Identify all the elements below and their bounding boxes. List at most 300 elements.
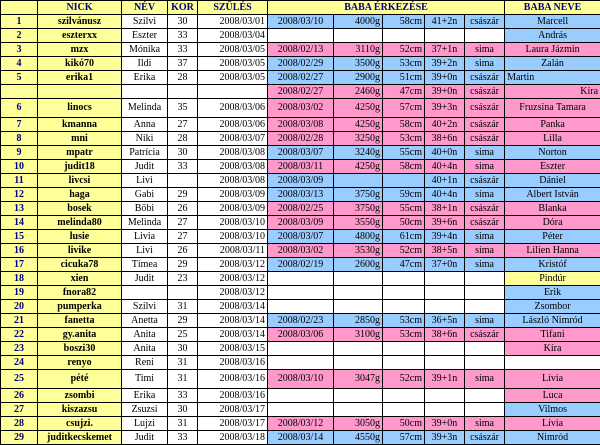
birth-date-cell: 2008/02/25 xyxy=(268,202,334,216)
table-body xyxy=(1,1,600,445)
birth-date-cell: 2008/03/07 xyxy=(268,146,334,160)
name-cell: Szilvi xyxy=(122,300,168,314)
row-number: 8 xyxy=(1,132,38,146)
name-cell: Melinda xyxy=(122,216,168,230)
birth-date-cell: 2008/03/09 xyxy=(268,216,334,230)
name-cell: Anita xyxy=(122,328,168,342)
weight-cell xyxy=(334,29,383,43)
baby-name-cell: Blanka xyxy=(505,202,600,216)
nick-cell: eszterxx xyxy=(38,29,122,43)
header-num xyxy=(1,1,38,15)
method-cell: császár xyxy=(465,328,505,342)
age-cell: 29 xyxy=(168,314,198,328)
method-cell: sima xyxy=(465,160,505,174)
weight-cell: 3750g xyxy=(334,188,383,202)
length-cell: 53cm xyxy=(383,57,425,71)
nick-cell: judit18 xyxy=(38,160,122,174)
age-cell: 37 xyxy=(168,57,198,71)
name-cell: Böbi xyxy=(122,202,168,216)
method-cell: császár xyxy=(465,202,505,216)
name-cell: Reni xyxy=(122,356,168,370)
week-cell: 38+5n xyxy=(425,244,465,258)
name-cell: Gabi xyxy=(122,188,168,202)
weight-cell xyxy=(334,174,383,188)
row-number: 14 xyxy=(1,216,38,230)
table-row xyxy=(1,403,600,417)
method-cell: sima xyxy=(465,230,505,244)
baby-name-cell: Nimród xyxy=(505,431,600,445)
baby-name-cell: László Nimród xyxy=(505,314,600,328)
due-date-cell: 2008/03/01 xyxy=(198,15,268,29)
length-cell: 59cm xyxy=(383,188,425,202)
age-cell: 23 xyxy=(168,272,198,286)
name-cell: Judit xyxy=(122,431,168,445)
week-cell xyxy=(425,272,465,286)
age-cell: 33 xyxy=(168,431,198,445)
week-cell xyxy=(425,356,465,370)
age-cell: 33 xyxy=(168,160,198,174)
due-date-cell: 2008/03/16 xyxy=(198,370,268,389)
row-number: 27 xyxy=(1,403,38,417)
due-date-cell: 2008/03/14 xyxy=(198,328,268,342)
baby-name-cell: Péter xyxy=(505,230,600,244)
nick-cell: pumperka xyxy=(38,300,122,314)
length-cell xyxy=(383,389,425,403)
name-cell: Erika xyxy=(122,71,168,85)
length-cell: 53cm xyxy=(383,314,425,328)
week-cell xyxy=(425,286,465,300)
name-cell xyxy=(122,286,168,300)
baby-name-cell: Vilmos xyxy=(505,403,600,417)
age-cell: 33 xyxy=(168,29,198,43)
nick-cell: kiszazsu xyxy=(38,403,122,417)
name-cell xyxy=(122,85,168,99)
method-cell: sima xyxy=(465,244,505,258)
baby-name-cell: Kristóf xyxy=(505,258,600,272)
method-cell xyxy=(465,342,505,356)
method-cell: sima xyxy=(465,57,505,71)
name-cell: Ildi xyxy=(122,57,168,71)
row-number: 16 xyxy=(1,244,38,258)
birth-date-cell: 2008/02/19 xyxy=(268,258,334,272)
weight-cell: 4800g xyxy=(334,230,383,244)
age-cell: 28 xyxy=(168,71,198,85)
baby-name-cell: Fruzsina Tamara xyxy=(505,99,600,118)
birth-date-cell: 2008/03/09 xyxy=(268,174,334,188)
row-number: 24 xyxy=(1,356,38,370)
row-number: 23 xyxy=(1,342,38,356)
baby-name-cell: Albert István xyxy=(505,188,600,202)
age-cell: 26 xyxy=(168,244,198,258)
row-number: 19 xyxy=(1,286,38,300)
nick-cell: gy.anita xyxy=(38,328,122,342)
age-cell: 31 xyxy=(168,370,198,389)
baby-name-cell: Dániel xyxy=(505,174,600,188)
nick-cell: fanetta xyxy=(38,314,122,328)
birth-date-cell: 2008/03/06 xyxy=(268,328,334,342)
due-date-cell: 2008/03/14 xyxy=(198,300,268,314)
nick-cell: fnora82 xyxy=(38,286,122,300)
nick-cell: erika1 xyxy=(38,71,122,85)
header-kor: KOR xyxy=(168,1,198,15)
length-cell xyxy=(383,342,425,356)
age-cell: 35 xyxy=(168,99,198,118)
table-row xyxy=(1,417,600,431)
table-row xyxy=(1,389,600,403)
row-number: 20 xyxy=(1,300,38,314)
weight-cell: 2900g xyxy=(334,71,383,85)
baby-name-cell: Eszter xyxy=(505,160,600,174)
weight-cell xyxy=(334,286,383,300)
birth-date-cell: 2008/03/02 xyxy=(268,99,334,118)
method-cell: császár xyxy=(465,431,505,445)
row-number: 1 xyxy=(1,15,38,29)
row-number: 9 xyxy=(1,146,38,160)
nick-cell xyxy=(38,85,122,99)
due-date-cell: 2008/03/08 xyxy=(198,174,268,188)
length-cell: 58cm xyxy=(383,118,425,132)
week-cell: 37+1n xyxy=(425,43,465,57)
weight-cell xyxy=(334,403,383,417)
baby-name-cell: Lívia xyxy=(505,370,600,389)
due-date-cell: 2008/03/12 xyxy=(198,272,268,286)
table-row xyxy=(1,258,600,272)
length-cell: 51cm xyxy=(383,71,425,85)
age-cell: 27 xyxy=(168,118,198,132)
age-cell xyxy=(168,286,198,300)
nick-cell: livike xyxy=(38,244,122,258)
method-cell: császár xyxy=(465,85,505,99)
length-cell xyxy=(383,272,425,286)
row-number: 28 xyxy=(1,417,38,431)
length-cell xyxy=(383,286,425,300)
week-cell xyxy=(425,342,465,356)
table-row xyxy=(1,146,600,160)
table-row xyxy=(1,71,600,85)
name-cell: Timi xyxy=(122,370,168,389)
baby-name-cell: András xyxy=(505,29,600,43)
baby-name-cell: Kíra xyxy=(505,85,600,99)
table-row xyxy=(1,160,600,174)
name-cell: Mónika xyxy=(122,43,168,57)
week-cell: 40+1n xyxy=(425,174,465,188)
due-date-cell: 2008/03/10 xyxy=(198,230,268,244)
baby-name-cell: Erik xyxy=(505,286,600,300)
nick-cell: linocs xyxy=(38,99,122,118)
age-cell: 29 xyxy=(168,258,198,272)
row-number: 10 xyxy=(1,160,38,174)
birth-date-cell xyxy=(268,29,334,43)
table-row xyxy=(1,216,600,230)
due-date-cell: 2008/03/14 xyxy=(198,314,268,328)
row-number: 2 xyxy=(1,29,38,43)
method-cell: császár xyxy=(465,99,505,118)
due-date-cell: 2008/03/07 xyxy=(198,132,268,146)
table-row xyxy=(1,272,600,286)
week-cell: 39+6n xyxy=(425,216,465,230)
weight-cell: 4250g xyxy=(334,118,383,132)
weight-cell: 3550g xyxy=(334,216,383,230)
due-date-cell: 2008/03/05 xyxy=(198,57,268,71)
due-date-cell: 2008/03/04 xyxy=(198,29,268,43)
due-date-cell: 2008/03/05 xyxy=(198,71,268,85)
birth-date-cell: 2008/03/08 xyxy=(268,118,334,132)
header-nick: NICK xyxy=(38,1,122,15)
week-cell xyxy=(425,403,465,417)
name-cell: Melinda xyxy=(122,99,168,118)
table-row xyxy=(1,244,600,258)
week-cell: 37+0n xyxy=(425,258,465,272)
nick-cell: mni xyxy=(38,132,122,146)
method-cell xyxy=(465,29,505,43)
baby-name-cell: Norton xyxy=(505,146,600,160)
nick-cell: kmanna xyxy=(38,118,122,132)
age-cell: 30 xyxy=(168,146,198,160)
length-cell: 57cm xyxy=(383,431,425,445)
birth-date-cell: 2008/02/29 xyxy=(268,57,334,71)
baby-name-cell: Panka xyxy=(505,118,600,132)
row-number: 17 xyxy=(1,258,38,272)
nick-cell: pété xyxy=(38,370,122,389)
row-number xyxy=(1,85,38,99)
weight-cell xyxy=(334,342,383,356)
length-cell: 55cm xyxy=(383,146,425,160)
name-cell: Anetta xyxy=(122,314,168,328)
method-cell: sima xyxy=(465,258,505,272)
name-cell: Judit xyxy=(122,272,168,286)
nick-cell: juditkecskemet xyxy=(38,431,122,445)
baby-name-cell: Pindúr xyxy=(505,272,600,286)
name-cell: Eszter xyxy=(122,29,168,43)
length-cell: 53cm xyxy=(383,328,425,342)
due-date-cell: 2008/03/15 xyxy=(198,342,268,356)
weight-cell: 3750g xyxy=(334,202,383,216)
method-cell: császár xyxy=(465,174,505,188)
week-cell: 38+1n xyxy=(425,202,465,216)
row-number: 7 xyxy=(1,118,38,132)
method-cell xyxy=(465,389,505,403)
length-cell: 58cm xyxy=(383,15,425,29)
week-cell: 39+4n xyxy=(425,230,465,244)
method-cell xyxy=(465,403,505,417)
birth-date-cell: 2008/02/27 xyxy=(268,71,334,85)
week-cell: 39+3n xyxy=(425,99,465,118)
week-cell: 39+3n xyxy=(425,431,465,445)
week-cell: 38+6n xyxy=(425,132,465,146)
due-date-cell: 2008/03/16 xyxy=(198,389,268,403)
method-cell: sima xyxy=(465,43,505,57)
weight-cell: 4250g xyxy=(334,160,383,174)
age-cell: 30 xyxy=(168,342,198,356)
name-cell: Livi xyxy=(122,244,168,258)
name-cell: Livi xyxy=(122,174,168,188)
nick-cell: zsombi xyxy=(38,389,122,403)
name-cell: Szilvi xyxy=(122,15,168,29)
birth-date-cell: 2008/03/10 xyxy=(268,15,334,29)
length-cell xyxy=(383,300,425,314)
table-row xyxy=(1,174,600,188)
age-cell: 31 xyxy=(168,417,198,431)
length-cell: 52cm xyxy=(383,370,425,389)
birth-date-cell: 2008/03/14 xyxy=(268,431,334,445)
due-date-cell: 2008/03/09 xyxy=(198,202,268,216)
baby-name-cell: Marcell xyxy=(505,15,600,29)
due-date-cell: 2008/03/12 xyxy=(198,286,268,300)
weight-cell: 4250g xyxy=(334,99,383,118)
week-cell xyxy=(425,389,465,403)
baby-name-cell: Zsombor xyxy=(505,300,600,314)
row-number: 6 xyxy=(1,99,38,118)
age-cell: 27 xyxy=(168,216,198,230)
nick-cell: haga xyxy=(38,188,122,202)
birth-date-cell xyxy=(268,403,334,417)
table-row xyxy=(1,356,600,370)
header-szules: SZÜLÉS xyxy=(198,1,268,15)
age-cell: 31 xyxy=(168,356,198,370)
week-cell: 39+0n xyxy=(425,85,465,99)
week-cell: 36+5n xyxy=(425,314,465,328)
weight-cell: 2850g xyxy=(334,314,383,328)
length-cell xyxy=(383,403,425,417)
length-cell: 52cm xyxy=(383,43,425,57)
name-cell: Niki xyxy=(122,132,168,146)
row-number: 12 xyxy=(1,188,38,202)
week-cell: 40+4n xyxy=(425,188,465,202)
table-row xyxy=(1,230,600,244)
row-number: 5 xyxy=(1,71,38,85)
baby-name-cell: Martin xyxy=(505,71,600,85)
nick-cell: lusie xyxy=(38,230,122,244)
baby-name-cell: Luca xyxy=(505,389,600,403)
baby-name-cell: Kíra xyxy=(505,342,600,356)
length-cell xyxy=(383,174,425,188)
due-date-cell: 2008/03/18 xyxy=(198,431,268,445)
method-cell xyxy=(465,300,505,314)
nick-cell: kikó70 xyxy=(38,57,122,71)
nick-cell: cicuka78 xyxy=(38,258,122,272)
age-cell: 30 xyxy=(168,15,198,29)
due-date-cell: 2008/03/08 xyxy=(198,146,268,160)
baby-name-cell: Lívia xyxy=(505,417,600,431)
table-row xyxy=(1,15,600,29)
week-cell: 39+0n xyxy=(425,71,465,85)
table-row xyxy=(1,188,600,202)
weight-cell: 4550g xyxy=(334,431,383,445)
nick-cell: boszi30 xyxy=(38,342,122,356)
birth-date-cell: 2008/02/27 xyxy=(268,85,334,99)
row-number: 22 xyxy=(1,328,38,342)
table-row xyxy=(1,99,600,118)
method-cell xyxy=(465,286,505,300)
age-cell: 30 xyxy=(168,403,198,417)
method-cell: sima xyxy=(465,370,505,389)
due-date-cell: 2008/03/17 xyxy=(198,417,268,431)
age-cell: 33 xyxy=(168,43,198,57)
age-cell: 26 xyxy=(168,202,198,216)
weight-cell xyxy=(334,389,383,403)
nick-cell: mpatr xyxy=(38,146,122,160)
birth-date-cell xyxy=(268,286,334,300)
name-cell: Anita xyxy=(122,342,168,356)
table-row xyxy=(1,300,600,314)
nick-cell: csujzi. xyxy=(38,417,122,431)
table-row xyxy=(1,314,600,328)
table-row xyxy=(1,29,600,43)
birth-date-cell xyxy=(268,342,334,356)
due-date-cell: 2008/03/17 xyxy=(198,403,268,417)
length-cell: 55cm xyxy=(383,202,425,216)
due-date-cell: 2008/03/10 xyxy=(198,216,268,230)
week-cell: 40+4n xyxy=(425,160,465,174)
week-cell: 40+2n xyxy=(425,118,465,132)
weight-cell: 3500g xyxy=(334,57,383,71)
age-cell xyxy=(168,174,198,188)
due-date-cell: 2008/03/05 xyxy=(198,43,268,57)
week-cell: 39+2n xyxy=(425,57,465,71)
table-row xyxy=(1,43,600,57)
due-date-cell: 2008/03/06 xyxy=(198,118,268,132)
weight-cell xyxy=(334,356,383,370)
method-cell: császár xyxy=(465,118,505,132)
nick-cell: livcsi xyxy=(38,174,122,188)
birth-date-cell xyxy=(268,272,334,286)
row-number: 15 xyxy=(1,230,38,244)
header-nev: NÉV xyxy=(122,1,168,15)
weight-cell: 3047g xyxy=(334,370,383,389)
header-row xyxy=(1,1,600,15)
birth-date-cell: 2008/02/28 xyxy=(268,132,334,146)
length-cell: 50cm xyxy=(383,417,425,431)
name-cell: Lujzi xyxy=(122,417,168,431)
week-cell: 39+1n xyxy=(425,370,465,389)
method-cell: császár xyxy=(465,132,505,146)
table-row xyxy=(1,286,600,300)
table-row xyxy=(1,431,600,445)
birth-date-cell: 2008/03/13 xyxy=(268,188,334,202)
weight-cell: 4000g xyxy=(334,15,383,29)
length-cell: 50cm xyxy=(383,216,425,230)
header-baba-erkezese: BABA ÉRKEZÉSE xyxy=(268,1,505,15)
weight-cell xyxy=(334,300,383,314)
week-cell xyxy=(425,300,465,314)
row-number: 29 xyxy=(1,431,38,445)
row-number: 21 xyxy=(1,314,38,328)
weight-cell: 2460g xyxy=(334,85,383,99)
due-date-cell: 2008/03/16 xyxy=(198,356,268,370)
baby-name-cell: Lilien Hanna xyxy=(505,244,600,258)
age-cell: 27 xyxy=(168,230,198,244)
row-number: 25 xyxy=(1,370,38,389)
table-row xyxy=(1,202,600,216)
length-cell: 61cm xyxy=(383,230,425,244)
length-cell xyxy=(383,356,425,370)
row-number: 3 xyxy=(1,43,38,57)
age-cell: 25 xyxy=(168,328,198,342)
method-cell: sima xyxy=(465,146,505,160)
week-cell: 39+0n xyxy=(425,417,465,431)
birth-date-cell: 2008/03/02 xyxy=(268,244,334,258)
age-cell: 28 xyxy=(168,132,198,146)
table-row xyxy=(1,370,600,389)
baby-name-cell: Tifani xyxy=(505,328,600,342)
method-cell xyxy=(465,272,505,286)
nick-cell: mzx xyxy=(38,43,122,57)
week-cell xyxy=(425,29,465,43)
weight-cell: 3110g xyxy=(334,43,383,57)
table-row xyxy=(1,342,600,356)
due-date-cell: 2008/03/11 xyxy=(198,244,268,258)
weight-cell: 3530g xyxy=(334,244,383,258)
